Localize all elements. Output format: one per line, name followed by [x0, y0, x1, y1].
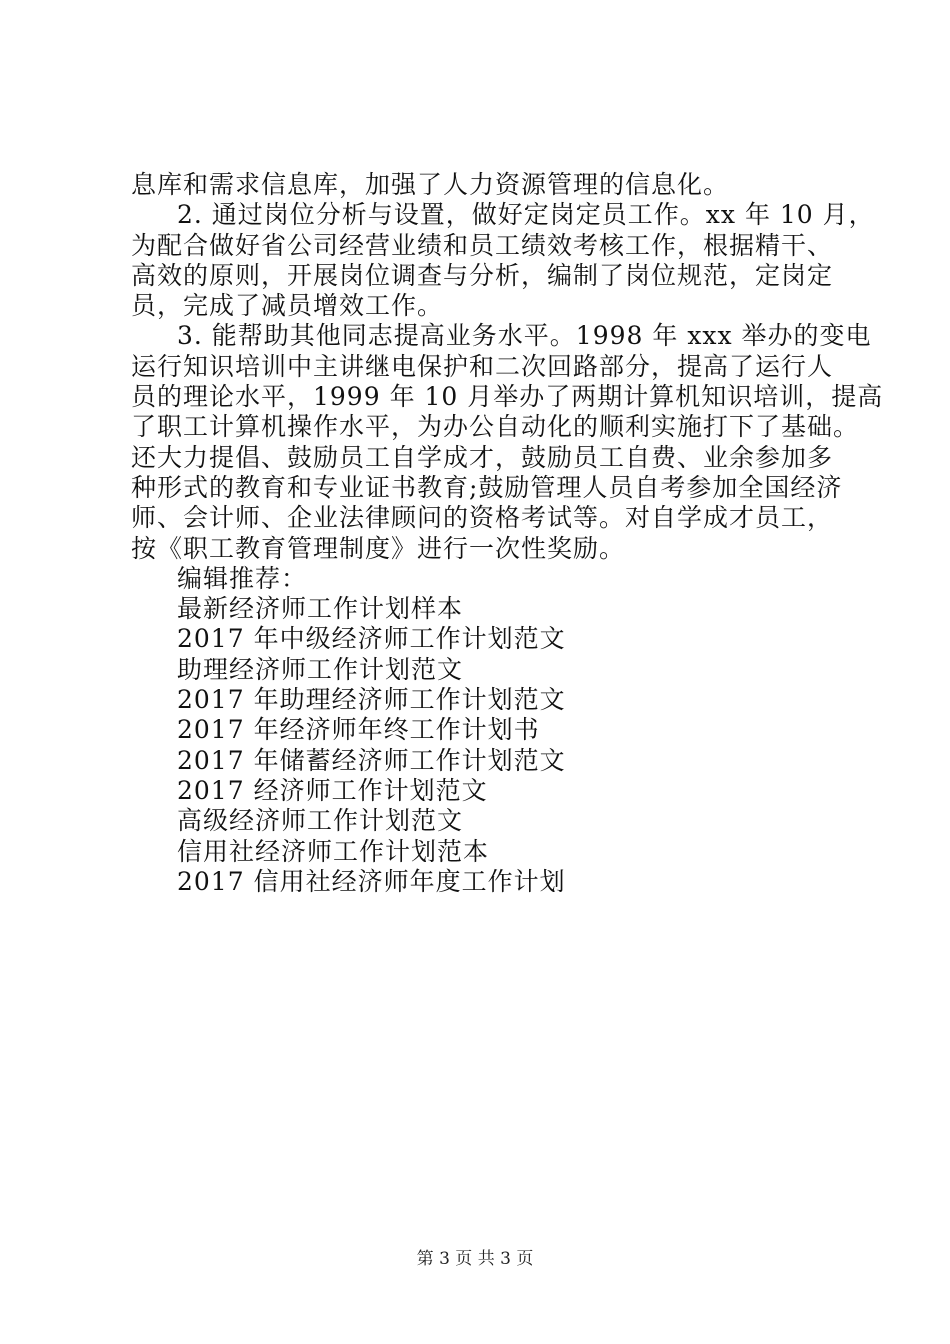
recommend-link[interactable]: 最新经济师工作计划样本	[177, 594, 464, 624]
text-line: 高效的原则，开展岗位调查与分析，编制了岗位规范，定岗定	[131, 260, 834, 290]
recommend-link[interactable]: 2017 年经济师年终工作计划书	[177, 715, 540, 745]
text-line: 运行知识培训中主讲继电保护和二次回路部分，提高了运行人	[131, 351, 834, 381]
text-line: 2. 通过岗位分析与设置，做好定岗定员工作。xx 年 10 月，	[177, 200, 875, 230]
page-footer: 第 3 页 共 3 页	[416, 1249, 534, 1269]
recommend-link[interactable]: 信用社经济师工作计划范本	[177, 836, 490, 866]
text-line: 按《职工教育管理制度》进行一次性奖励。	[131, 533, 626, 563]
recommend-link[interactable]: 2017 经济师工作计划范文	[177, 775, 488, 805]
text-line: 息库和需求信息库，加强了人力资源管理的信息化。	[131, 170, 730, 199]
recommend-link[interactable]: 高级经济师工作计划范文	[177, 806, 464, 836]
recommend-link[interactable]: 助理经济师工作计划范文	[177, 654, 464, 684]
text-line: 种形式的教育和专业证书教育;鼓励管理人员自考参加全国经济	[131, 472, 843, 502]
text-line: 了职工计算机操作水平，为办公自动化的顺利实施打下了基础。	[131, 412, 860, 442]
text-line: 师、会计师、企业法律顾问的资格考试等。对自学成才员工，	[131, 503, 834, 533]
text-line: 还大力提倡、鼓励员工自学成才，鼓励员工自费、业余参加多	[131, 442, 834, 472]
recommend-link[interactable]: 2017 年中级经济师工作计划范文	[177, 624, 566, 654]
text-line: 为配合做好省公司经营业绩和员工绩效考核工作，根据精干、	[131, 230, 834, 260]
recommend-link[interactable]: 2017 年助理经济师工作计划范文	[177, 685, 566, 715]
document-body	[131, 170, 884, 897]
text-line: 员，完成了减员增效工作。	[131, 291, 444, 321]
recommend-link[interactable]: 2017 年储蓄经济师工作计划范文	[177, 745, 566, 775]
recommend-heading: 编辑推荐：	[177, 563, 308, 593]
text-line: 员的理论水平，1999 年 10 月举办了两期计算机知识培训，提高	[131, 382, 884, 412]
text-line: 3. 能帮助其他同志提高业务水平。1998 年 xxx 举办的变电	[177, 321, 872, 351]
recommend-link[interactable]: 2017 信用社经济师年度工作计划	[177, 866, 566, 896]
